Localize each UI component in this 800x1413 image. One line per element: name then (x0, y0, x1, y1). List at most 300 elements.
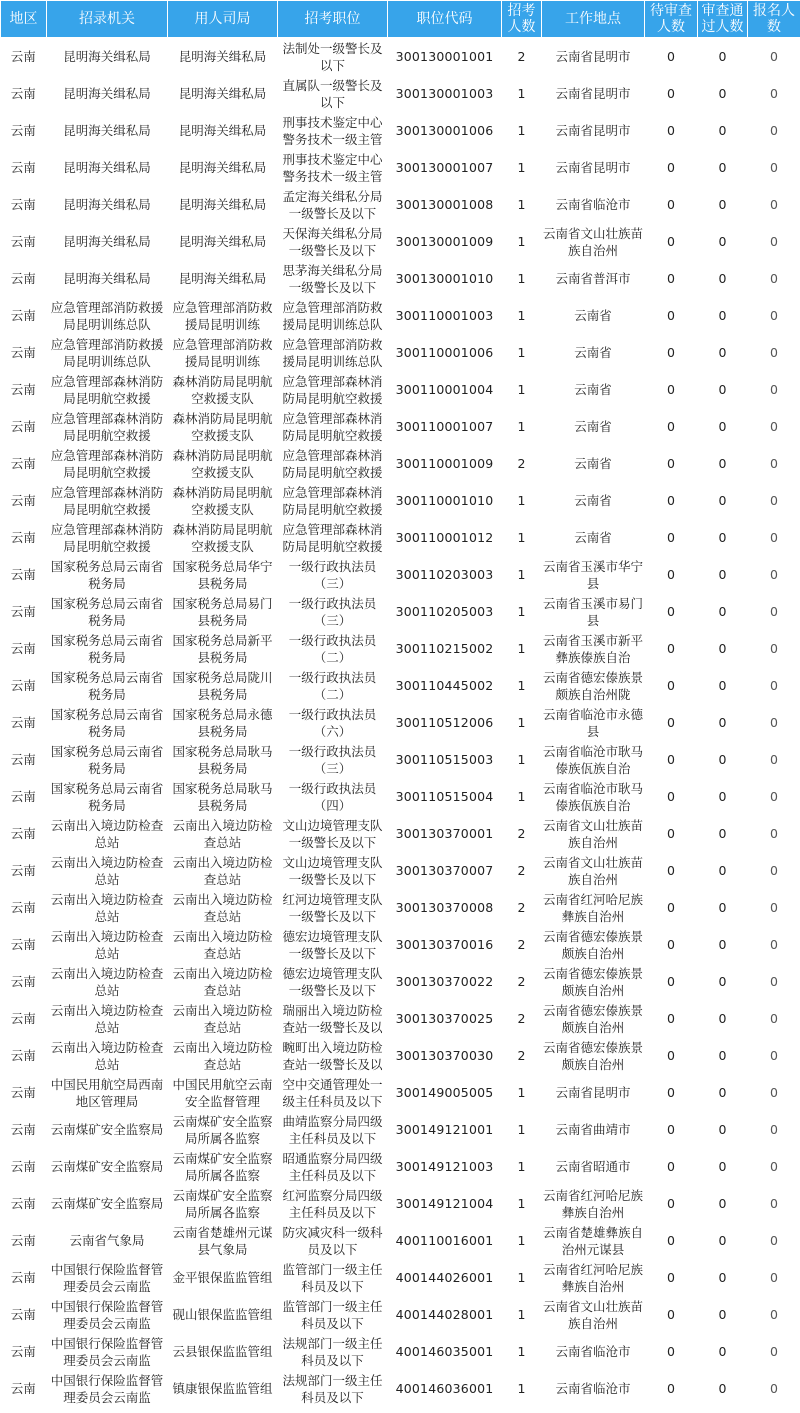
cell-quota-text: 2 (517, 49, 526, 64)
cell-position-text: 昭通监察分局四级主任科员及以下 (282, 1150, 383, 1183)
cell-region (1, 445, 47, 482)
cell-employing-bureau (168, 482, 278, 519)
cell-recruiting-agency (47, 260, 168, 297)
cell-applicants-text: 0 (770, 826, 778, 841)
table-row (1, 926, 800, 963)
cell-position-code-text: 300130001007 (395, 160, 494, 175)
cell-quota (502, 297, 542, 334)
cell-position-code-text: 300110515004 (395, 789, 494, 804)
cell-location (542, 334, 645, 371)
cell-pending-review-text: 0 (667, 345, 675, 360)
cell-recruiting-agency-text: 应急管理部森林消防局昆明航空救援 (50, 484, 164, 517)
cell-position (278, 593, 388, 630)
cell-position (278, 815, 388, 852)
cell-position (278, 1222, 388, 1259)
cell-region-text: 云南 (10, 308, 36, 323)
header-position-code: 职位代码 (388, 1, 502, 38)
cell-quota-text: 1 (517, 1233, 526, 1248)
cell-approved (698, 926, 748, 963)
cell-region-text: 云南 (10, 604, 36, 619)
cell-location (542, 38, 645, 76)
cell-employing-bureau (168, 852, 278, 889)
cell-recruiting-agency (47, 593, 168, 630)
cell-region (1, 1037, 47, 1074)
cell-recruiting-agency (47, 963, 168, 1000)
cell-employing-bureau (168, 149, 278, 186)
cell-region (1, 408, 47, 445)
cell-location-text: 云南省曲靖市 (555, 1122, 631, 1137)
cell-approved-text: 0 (718, 1233, 727, 1248)
table-row (1, 371, 800, 408)
cell-region-text: 云南 (10, 1011, 36, 1026)
cell-position-code (388, 297, 502, 334)
cell-applicants (748, 223, 800, 260)
cell-position (278, 1185, 388, 1222)
cell-position (278, 741, 388, 778)
cell-position (278, 75, 388, 112)
cell-location-text: 云南省德宏傣族景颇族自治州 (543, 1039, 643, 1072)
cell-location (542, 1222, 645, 1259)
cell-employing-bureau-text: 国家税务总局陇川县税务局 (172, 669, 273, 702)
header-applicants: 报名人数 (748, 1, 800, 38)
cell-employing-bureau-text: 国家税务总局耿马县税务局 (172, 780, 273, 813)
cell-applicants-text: 0 (770, 1196, 778, 1211)
cell-approved-text: 0 (718, 974, 727, 989)
cell-approved (698, 667, 748, 704)
cell-location-text: 云南省昆明市 (555, 1085, 631, 1100)
cell-position-code (388, 1037, 502, 1074)
cell-region-text: 云南 (10, 715, 36, 730)
cell-position-code-text: 300110001006 (395, 345, 494, 360)
cell-location (542, 149, 645, 186)
cell-approved-text: 0 (718, 1344, 727, 1359)
cell-quota (502, 1296, 542, 1333)
table-row (1, 1333, 800, 1370)
cell-approved-text: 0 (718, 1196, 727, 1211)
cell-applicants-text: 0 (770, 530, 778, 545)
cell-employing-bureau (168, 38, 278, 76)
cell-position-code (388, 667, 502, 704)
cell-employing-bureau-text: 森林消防局昆明航空救援支队 (172, 373, 273, 406)
cell-position (278, 482, 388, 519)
cell-quota (502, 1074, 542, 1111)
cell-approved-text: 0 (718, 1048, 727, 1063)
cell-approved (698, 778, 748, 815)
cell-applicants-text: 0 (770, 1270, 778, 1285)
cell-approved (698, 741, 748, 778)
header-quota: 招考人数 (502, 1, 542, 38)
cell-region-text: 云南 (10, 1048, 36, 1063)
cell-recruiting-agency (47, 223, 168, 260)
cell-position-text: 应急管理部森林消防局昆明航空救援 (282, 447, 383, 480)
cell-position-code-text: 400146035001 (395, 1344, 494, 1359)
cell-quota (502, 371, 542, 408)
cell-recruiting-agency-text: 昆明海关缉私局 (63, 271, 151, 286)
cell-location (542, 1111, 645, 1148)
cell-applicants (748, 1000, 800, 1037)
cell-region (1, 778, 47, 815)
cell-position (278, 1000, 388, 1037)
cell-location-text: 云南省文山壮族苗族自治州 (543, 225, 643, 258)
cell-position (278, 852, 388, 889)
cell-pending-review (645, 852, 698, 889)
cell-employing-bureau (168, 1111, 278, 1148)
cell-region-text: 云南 (10, 86, 36, 101)
cell-recruiting-agency-text: 云南出入境边防检查总站 (50, 891, 164, 924)
cell-recruiting-agency-text: 云南出入境边防检查总站 (50, 1002, 164, 1035)
cell-quota-text: 1 (517, 345, 526, 360)
cell-position-text: 防灾减灾科一级科员及以下 (282, 1224, 383, 1257)
cell-quota (502, 963, 542, 1000)
cell-position-text: 应急管理部森林消防局昆明航空救援 (282, 410, 383, 443)
cell-location-text: 云南省楚雄彝族自治州元谋县 (543, 1224, 643, 1257)
cell-approved-text: 0 (718, 826, 727, 841)
table-row (1, 519, 800, 556)
cell-region-text: 云南 (10, 789, 36, 804)
cell-employing-bureau (168, 445, 278, 482)
cell-region (1, 75, 47, 112)
cell-pending-review (645, 667, 698, 704)
cell-location-text: 云南省昆明市 (555, 160, 631, 175)
cell-pending-review-text: 0 (667, 1159, 675, 1174)
cell-pending-review (645, 1111, 698, 1148)
cell-position-text: 一级行政执法员（三） (288, 743, 377, 776)
cell-position-code (388, 630, 502, 667)
cell-location-text: 云南省德宏傣族景颇族自治州 (543, 1002, 643, 1035)
cell-position (278, 630, 388, 667)
cell-quota-text: 2 (517, 826, 526, 841)
cell-quota-text: 1 (517, 641, 526, 656)
cell-position-text: 红河边境管理支队一级警长及以下 (282, 891, 383, 924)
table-row (1, 1185, 800, 1222)
cell-location (542, 112, 645, 149)
cell-position-code-text: 300110515003 (395, 752, 494, 767)
cell-region-text: 云南 (10, 197, 36, 212)
cell-location (542, 630, 645, 667)
cell-quota-text: 1 (517, 1196, 526, 1211)
cell-employing-bureau-text: 应急管理部消防救援局昆明训练 (172, 299, 273, 332)
cell-location-text: 云南省文山壮族苗族自治州 (543, 854, 643, 887)
cell-region-text: 云南 (10, 1159, 36, 1174)
cell-region-text: 云南 (10, 826, 36, 841)
cell-employing-bureau-text: 云南出入境边防检查总站 (172, 854, 273, 887)
cell-location (542, 186, 645, 223)
cell-approved (698, 889, 748, 926)
cell-employing-bureau-text: 云南出入境边防检查总站 (172, 1002, 273, 1035)
cell-location (542, 963, 645, 1000)
cell-approved-text: 0 (718, 1307, 727, 1322)
cell-position-text: 直属队一级警长及以下 (282, 77, 383, 110)
cell-quota (502, 334, 542, 371)
cell-location-text: 云南省文山壮族苗族自治州 (543, 1298, 643, 1331)
cell-applicants (748, 963, 800, 1000)
cell-recruiting-agency-text: 云南省气象局 (69, 1233, 145, 1248)
cell-quota (502, 889, 542, 926)
cell-location (542, 1296, 645, 1333)
cell-approved-text: 0 (718, 1085, 727, 1100)
cell-position-text: 法规部门一级主任科员及以下 (282, 1372, 383, 1405)
cell-position-code (388, 593, 502, 630)
cell-location-text: 云南省昭通市 (555, 1159, 631, 1174)
cell-approved-text: 0 (718, 604, 727, 619)
cell-position (278, 445, 388, 482)
cell-recruiting-agency-text: 国家税务总局云南省税务局 (50, 743, 164, 776)
cell-recruiting-agency (47, 1222, 168, 1259)
table-row (1, 556, 800, 593)
cell-pending-review (645, 223, 698, 260)
cell-employing-bureau (168, 556, 278, 593)
cell-location (542, 445, 645, 482)
cell-position-code (388, 1185, 502, 1222)
cell-recruiting-agency (47, 149, 168, 186)
cell-quota (502, 778, 542, 815)
cell-pending-review (645, 556, 698, 593)
cell-pending-review (645, 1259, 698, 1296)
cell-position-code-text: 300149121001 (395, 1122, 494, 1137)
cell-approved-text: 0 (718, 715, 727, 730)
cell-approved-text: 0 (718, 752, 727, 767)
cell-position-text: 空中交通管理处一级主任科员及以下 (282, 1076, 383, 1109)
cell-applicants (748, 593, 800, 630)
cell-position-code-text: 300130001010 (395, 271, 494, 286)
cell-recruiting-agency (47, 1333, 168, 1370)
cell-region-text: 云南 (10, 345, 36, 360)
cell-position-text: 曲靖监察分局四级主任科员及以下 (282, 1113, 383, 1146)
table-row (1, 260, 800, 297)
cell-recruiting-agency (47, 741, 168, 778)
cell-location (542, 1148, 645, 1185)
cell-employing-bureau (168, 260, 278, 297)
cell-quota (502, 1037, 542, 1074)
cell-quota-text: 1 (517, 789, 526, 804)
cell-pending-review (645, 260, 698, 297)
cell-recruiting-agency (47, 704, 168, 741)
cell-position-code-text: 300130370008 (395, 900, 494, 915)
cell-approved (698, 149, 748, 186)
cell-region-text: 云南 (10, 900, 36, 915)
table-row (1, 1000, 800, 1037)
cell-pending-review-text: 0 (667, 567, 675, 582)
cell-recruiting-agency-text: 昆明海关缉私局 (63, 123, 151, 138)
cell-recruiting-agency-text: 国家税务总局云南省税务局 (50, 558, 164, 591)
cell-applicants-text: 0 (770, 1307, 778, 1322)
cell-pending-review (645, 1296, 698, 1333)
cell-pending-review-text: 0 (667, 308, 675, 323)
cell-pending-review-text: 0 (667, 1196, 675, 1211)
cell-region (1, 482, 47, 519)
cell-position-code-text: 300130370030 (395, 1048, 494, 1063)
cell-recruiting-agency-text: 云南出入境边防检查总站 (50, 1039, 164, 1072)
cell-recruiting-agency (47, 1111, 168, 1148)
cell-quota-text: 1 (517, 1344, 526, 1359)
cell-quota-text: 1 (517, 493, 526, 508)
cell-applicants (748, 556, 800, 593)
cell-approved (698, 1000, 748, 1037)
cell-position-code (388, 889, 502, 926)
cell-quota (502, 852, 542, 889)
cell-position-code (388, 223, 502, 260)
cell-position-code (388, 1000, 502, 1037)
cell-position (278, 1259, 388, 1296)
cell-employing-bureau-text: 云南出入境边防检查总站 (172, 817, 273, 850)
cell-location-text: 云南省 (574, 308, 612, 323)
cell-employing-bureau-text: 云南出入境边防检查总站 (172, 965, 273, 998)
cell-employing-bureau-text: 砚山银保监监管组 (172, 1307, 273, 1322)
cell-applicants-text: 0 (770, 1048, 778, 1063)
cell-position-code (388, 778, 502, 815)
cell-position-text: 孟定海关缉私分局一级警长及以下 (282, 188, 383, 221)
cell-location-text: 云南省德宏傣族景颇族自治州 (543, 965, 643, 998)
cell-quota (502, 1111, 542, 1148)
cell-location (542, 778, 645, 815)
table-row (1, 704, 800, 741)
cell-position-code-text: 300110215002 (395, 641, 494, 656)
cell-position-text: 文山边境管理支队一级警长及以下 (282, 854, 383, 887)
cell-position-text: 德宏边境管理支队一级警长及以下 (282, 928, 383, 961)
table-row (1, 112, 800, 149)
cell-approved (698, 1222, 748, 1259)
cell-position-text: 天保海关缉私分局一级警长及以下 (282, 225, 383, 258)
cell-approved (698, 445, 748, 482)
cell-location-text: 云南省德宏傣族景颇族自治州 (543, 928, 643, 961)
cell-position (278, 704, 388, 741)
cell-approved (698, 334, 748, 371)
cell-approved-text: 0 (718, 308, 727, 323)
cell-approved (698, 75, 748, 112)
cell-quota (502, 1000, 542, 1037)
cell-pending-review-text: 0 (667, 1307, 675, 1322)
cell-position (278, 1296, 388, 1333)
cell-recruiting-agency-text: 云南出入境边防检查总站 (50, 965, 164, 998)
cell-applicants-text: 0 (770, 456, 778, 471)
cell-pending-review (645, 75, 698, 112)
cell-recruiting-agency (47, 889, 168, 926)
cell-applicants (748, 334, 800, 371)
cell-region-text: 云南 (10, 123, 36, 138)
table-row (1, 297, 800, 334)
cell-pending-review (645, 1000, 698, 1037)
cell-location (542, 260, 645, 297)
cell-pending-review-text: 0 (667, 419, 675, 434)
header-recruiting-agency: 招录机关 (47, 1, 168, 38)
cell-location (542, 75, 645, 112)
cell-position-code-text: 300110001007 (395, 419, 494, 434)
cell-approved (698, 852, 748, 889)
cell-region (1, 1148, 47, 1185)
cell-applicants-text: 0 (770, 1085, 778, 1100)
cell-quota (502, 223, 542, 260)
cell-region (1, 741, 47, 778)
cell-applicants (748, 1370, 800, 1407)
cell-region (1, 852, 47, 889)
cell-approved-text: 0 (718, 1381, 727, 1396)
cell-approved-text: 0 (718, 271, 727, 286)
cell-approved-text: 0 (718, 789, 727, 804)
cell-position-text: 一级行政执法员（二） (288, 632, 377, 665)
cell-quota (502, 186, 542, 223)
cell-position-code-text: 300130370025 (395, 1011, 494, 1026)
cell-quota (502, 630, 542, 667)
cell-applicants-text: 0 (770, 1233, 778, 1248)
table-row (1, 741, 800, 778)
cell-recruiting-agency (47, 75, 168, 112)
cell-position-text: 红河监察分局四级主任科员及以下 (282, 1187, 383, 1220)
cell-location-text: 云南省临沧市 (555, 1344, 631, 1359)
cell-pending-review-text: 0 (667, 1048, 675, 1063)
cell-position-text: 法制处一级警长及以下 (282, 40, 383, 73)
cell-employing-bureau-text: 云南煤矿安全监察局所属各监察 (172, 1150, 273, 1183)
cell-approved (698, 408, 748, 445)
table-row (1, 852, 800, 889)
cell-position-code (388, 149, 502, 186)
cell-recruiting-agency (47, 1000, 168, 1037)
cell-pending-review (645, 1185, 698, 1222)
cell-position-text: 一级行政执法员（二） (288, 669, 377, 702)
cell-applicants-text: 0 (770, 752, 778, 767)
cell-position-code-text: 300110001003 (395, 308, 494, 323)
cell-applicants (748, 1259, 800, 1296)
cell-employing-bureau (168, 1148, 278, 1185)
cell-position-text: 刑事技术鉴定中心警务技术一级主管 (282, 114, 383, 147)
cell-recruiting-agency-text: 中国民用航空局西南地区管理局 (50, 1076, 164, 1109)
cell-position-code (388, 371, 502, 408)
cell-pending-review-text: 0 (667, 1085, 675, 1100)
cell-employing-bureau (168, 75, 278, 112)
cell-employing-bureau (168, 371, 278, 408)
cell-quota (502, 704, 542, 741)
cell-pending-review (645, 38, 698, 76)
cell-location-text: 云南省 (574, 493, 612, 508)
cell-recruiting-agency (47, 1370, 168, 1407)
cell-position (278, 1148, 388, 1185)
cell-employing-bureau (168, 1296, 278, 1333)
cell-location (542, 1370, 645, 1407)
cell-approved (698, 556, 748, 593)
cell-quota-text: 1 (517, 1122, 526, 1137)
cell-region (1, 149, 47, 186)
cell-position-code-text: 300110001009 (395, 456, 494, 471)
cell-pending-review-text: 0 (667, 1122, 675, 1137)
cell-applicants-text: 0 (770, 1344, 778, 1359)
cell-recruiting-agency-text: 云南煤矿安全监察局 (50, 1196, 164, 1211)
cell-region (1, 112, 47, 149)
cell-position-code (388, 1370, 502, 1407)
cell-pending-review-text: 0 (667, 530, 675, 545)
cell-employing-bureau-text: 云县银保监监管组 (172, 1344, 273, 1359)
cell-approved-text: 0 (718, 1011, 727, 1026)
cell-position-code (388, 1222, 502, 1259)
cell-position-code-text: 300130001001 (395, 49, 494, 64)
cell-pending-review-text: 0 (667, 604, 675, 619)
table-row (1, 963, 800, 1000)
cell-position-code (388, 445, 502, 482)
cell-applicants (748, 667, 800, 704)
cell-employing-bureau (168, 889, 278, 926)
cell-position-code (388, 334, 502, 371)
cell-employing-bureau (168, 1074, 278, 1111)
cell-quota-text: 1 (517, 1270, 526, 1285)
cell-region-text: 云南 (10, 419, 36, 434)
cell-region-text: 云南 (10, 752, 36, 767)
cell-position-text: 应急管理部森林消防局昆明航空救援 (282, 484, 383, 517)
cell-applicants-text: 0 (770, 345, 778, 360)
cell-position (278, 223, 388, 260)
cell-recruiting-agency (47, 667, 168, 704)
cell-applicants-text: 0 (770, 789, 778, 804)
cell-approved-text: 0 (718, 567, 727, 582)
cell-recruiting-agency-text: 云南煤矿安全监察局 (50, 1159, 164, 1174)
cell-position-text: 应急管理部森林消防局昆明航空救援 (282, 521, 383, 554)
